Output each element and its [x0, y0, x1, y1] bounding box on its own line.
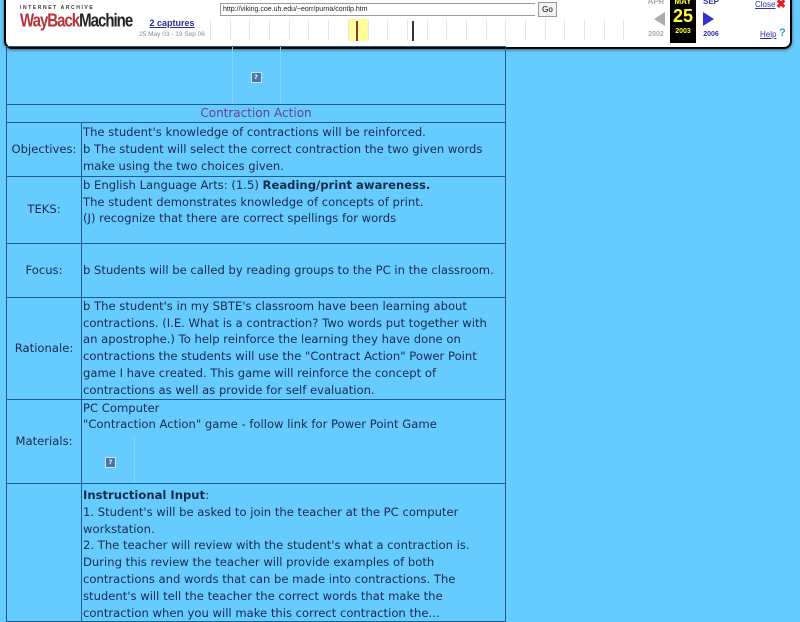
- lesson-plan-table: [6, 46, 506, 622]
- instruction-row: [7, 483, 506, 621]
- url-input[interactable]: http://viking.coe.uh.edu/~eorr/purna/contlp.htm: [220, 3, 535, 16]
- timeline-year-current[interactable]: [348, 19, 368, 41]
- capture-tick: [412, 21, 414, 41]
- timeline-year[interactable]: [230, 19, 250, 41]
- timeline-year[interactable]: [289, 19, 309, 41]
- header-image-row: [7, 47, 506, 105]
- timeline-year[interactable]: [545, 19, 565, 41]
- wayback-logo[interactable]: [20, 5, 133, 39]
- timeline-year[interactable]: [269, 19, 289, 41]
- capture-timeline[interactable]: [210, 19, 643, 41]
- teks-strand-heading: Reading/print awareness.: [262, 177, 431, 192]
- timeline-year[interactable]: [210, 19, 230, 41]
- header-image-frame: [232, 47, 281, 104]
- materials-label: Materials:: [7, 399, 82, 483]
- objectives-row: [7, 122, 506, 176]
- game-link-image[interactable]: [83, 436, 135, 483]
- captures-range: 25 May 03 - 19 Sep 06: [139, 31, 205, 38]
- timeline-year[interactable]: [368, 19, 388, 41]
- materials-line: "Contraction Action" game - follow link for Power Point Game: [83, 417, 437, 432]
- prev-capture-arrow-icon[interactable]: [654, 12, 665, 26]
- next-month-link[interactable]: SEP: [702, 0, 719, 6]
- focus-label: Focus:: [7, 243, 82, 297]
- help-icon[interactable]: ?: [779, 27, 786, 39]
- current-year: 2003: [675, 28, 691, 35]
- rationale-content: b The student's in my SBTE's classroom have been learning about contractions. (I.E. What is a contraction? Two words put together with an apostrophe.) To help reinforce the learning they have done on contractions the students will use the "Contract Action" Power Point game I have created. This game will reinforce the concept of contractions as well as provide for self evaluation.: [82, 297, 506, 399]
- teks-row: [7, 176, 506, 243]
- broken-image-icon: ?: [251, 72, 262, 83]
- timeline-year[interactable]: [525, 19, 545, 41]
- teks-label: TEKS:: [7, 176, 82, 243]
- focus-row: [7, 243, 506, 297]
- timeline-year[interactable]: [604, 19, 624, 41]
- teks-line: (J) recognize that there are correct spellings for words: [83, 211, 397, 226]
- timeline-year[interactable]: [466, 19, 486, 41]
- close-icon[interactable]: ✖: [776, 0, 787, 11]
- timeline-year[interactable]: [427, 19, 447, 41]
- logo-wayback-machine-text: WayBackMachine: [20, 10, 133, 32]
- captures-link[interactable]: 2 captures: [149, 18, 195, 28]
- instruction-step: 1. Student's will be asked to join the teacher at the PC computer workstation.: [83, 504, 459, 536]
- timeline-year[interactable]: [387, 19, 407, 41]
- close-link[interactable]: Close: [755, 0, 776, 9]
- timeline-year[interactable]: [486, 19, 506, 41]
- wayback-toolbar: [4, 0, 792, 49]
- prev-year-label: 2002: [648, 31, 664, 38]
- current-month: MAY: [674, 0, 692, 6]
- header-image-cell: [7, 47, 506, 105]
- go-button[interactable]: Go: [538, 2, 557, 17]
- materials-line: PC Computer: [83, 400, 160, 415]
- page-title: Contraction Action: [7, 104, 506, 122]
- teks-line: b English Language Arts: (1.5) Reading/print awareness.: [83, 177, 431, 192]
- instruction-label: [7, 483, 82, 621]
- capture-tick-current: [356, 21, 358, 41]
- current-capture-date: [670, 0, 696, 43]
- next-year-link[interactable]: 2006: [703, 31, 719, 38]
- objectives-line: The student's knowledge of contractions will be reinforced.: [83, 125, 426, 140]
- timeline-year[interactable]: [564, 19, 584, 41]
- focus-content: b Students will be called by reading groups to the PC in the classroom.: [82, 243, 506, 297]
- instructional-input-heading: Instructional Input:: [83, 487, 209, 502]
- rationale-label: Rationale:: [7, 297, 82, 399]
- instruction-content: [82, 483, 506, 621]
- teks-line: The student demonstrates knowledge of concepts of print.: [83, 194, 424, 209]
- current-day: 25: [672, 6, 694, 26]
- timeline-year[interactable]: [584, 19, 604, 41]
- objectives-label: Objectives:: [7, 122, 82, 176]
- instruction-step: 2. The teacher will review with the student's what a contraction is. During this review the teacher will provide examples of both contractions and words that can be made into contractions. The student's will tell the teacher the correct words that make the contraction when you will make this correct contraction the...: [83, 538, 470, 620]
- timeline-year[interactable]: [308, 19, 328, 41]
- objectives-content: [82, 122, 506, 176]
- materials-content: [82, 399, 506, 483]
- timeline-year[interactable]: [328, 19, 348, 41]
- captures-info: [132, 18, 212, 38]
- broken-image-icon: ?: [105, 457, 116, 468]
- prev-month-label: APR: [647, 0, 665, 6]
- timeline-year[interactable]: [623, 19, 643, 41]
- timeline-year[interactable]: [249, 19, 269, 41]
- timeline-year[interactable]: [446, 19, 466, 41]
- rationale-row: [7, 297, 506, 399]
- timeline-year[interactable]: [505, 19, 525, 41]
- next-capture-arrow-icon[interactable]: [703, 12, 714, 26]
- materials-row: [7, 399, 506, 483]
- objectives-line: b The student will select the correct contraction the two given words make using the two choices given.: [83, 141, 483, 173]
- teks-content: [82, 176, 506, 243]
- title-row: [7, 104, 506, 122]
- help-link[interactable]: Help: [760, 30, 777, 39]
- logo-internet-archive-text: INTERNET ARCHIVE: [20, 5, 95, 11]
- timeline-year[interactable]: [407, 19, 427, 41]
